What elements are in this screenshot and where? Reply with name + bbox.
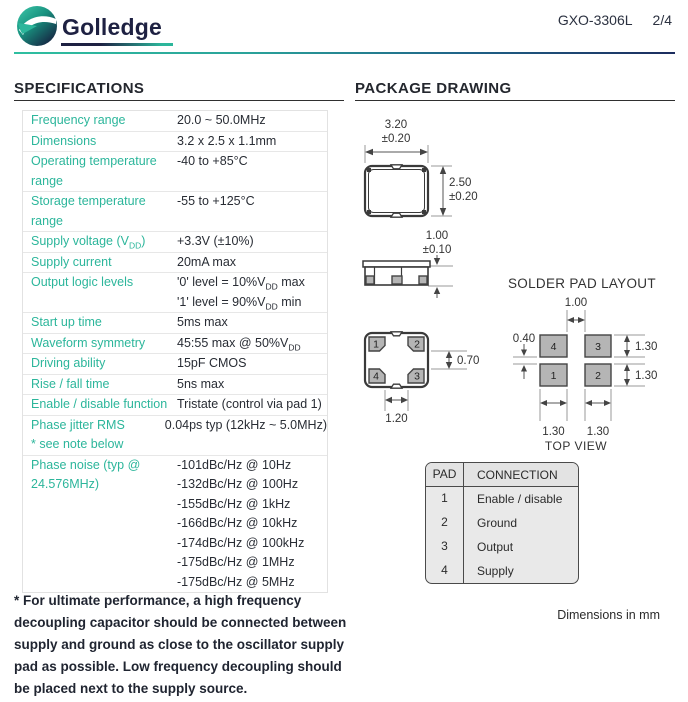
pad-cell: 2 [426, 511, 464, 535]
pad-number: 2 [414, 338, 420, 351]
spec-label: Output logic levels [31, 275, 134, 289]
thickness-tolerance: ±0.10 [422, 244, 452, 256]
pad-cell: 3 [426, 535, 464, 559]
package-views-drawing [355, 105, 505, 425]
spec-value: 5ms max [177, 315, 228, 329]
spec-value: -101dBc/Hz @ 10Hz -132dBc/Hz @ 100Hz -155dBc/Hz @ 1kHz -166dBc/Hz @ 10kHz -174dBc/Hz @ 100kHz -175dBc/Hz @ 1MHz -175dBc/Hz @ 5MHz [177, 457, 305, 589]
pad-number: 4 [373, 370, 379, 383]
solder-pad-layout-drawing [505, 293, 680, 451]
pad-gap-horizontal: 1.20 [385, 413, 408, 425]
pad-number: 1 [550, 370, 557, 382]
pad-table-header [426, 463, 578, 487]
pad-height-dimension: 1.30 [635, 370, 658, 382]
see-note-reference: * see note below [31, 437, 124, 451]
row-gap-dimension: 0.40 [512, 333, 536, 345]
spec-label: Start up time [31, 315, 102, 329]
spec-label: Rise / fall time [31, 376, 110, 391]
spec-value: 0.04ps typ (12kHz ~ 5.0MHz) [164, 417, 327, 432]
width-tolerance: ±0.20 [381, 133, 411, 145]
pad-cell: 1 [426, 487, 464, 511]
height-dimension: 2.50 [449, 177, 472, 189]
spec-label: Dimensions [31, 133, 97, 148]
table-row [426, 559, 578, 583]
spec-label: Supply current [31, 254, 112, 269]
pad-gap-vertical: 0.70 [457, 355, 480, 367]
spec-value: 20mA max [177, 254, 237, 269]
column-gap-dimension: 1.00 [564, 297, 588, 309]
pad-number: 3 [414, 370, 420, 383]
pad-width-dimension: 1.30 [586, 426, 610, 438]
dimensions-note: Dimensions in mm [557, 608, 660, 622]
package-drawing-rule [355, 100, 675, 101]
pad-cell: 4 [426, 559, 464, 583]
width-dimension: 3.20 [384, 119, 408, 131]
table-row [23, 132, 327, 153]
table-row [426, 535, 578, 559]
spec-label: Operating temperature range [31, 154, 157, 188]
header-rule [14, 52, 675, 54]
pad-number: 1 [373, 338, 379, 351]
pad-number: 3 [595, 341, 601, 353]
table-row [23, 416, 327, 456]
spec-label: Waveform symmetry [31, 335, 146, 350]
spec-value: 5ns max [177, 376, 225, 391]
golledge-logo [16, 4, 266, 50]
connection-cell: Output [477, 540, 514, 554]
table-row [23, 334, 327, 355]
table-row [23, 253, 327, 274]
footnote: * For ultimate performance, a high frequency decoupling capacitor should be connected between supply and ground as close to the oscillator supply pad as possible. Low frequency decoupling should be placed next to the supply source. [14, 593, 347, 696]
page-number: 2/4 [652, 12, 672, 28]
spec-value: 45:55 max @ $50\%V_{DD}$ [177, 335, 301, 352]
doc-reference [558, 12, 672, 28]
spec-label: Enable / disable function [31, 397, 168, 411]
brand-name: Golledge [62, 14, 163, 40]
pad-width-dimension: 1.30 [542, 426, 565, 438]
height-tolerance: ±0.20 [449, 191, 478, 203]
spec-label: Driving ability [31, 356, 106, 370]
spec-value: '0' level = $10\%V_{DD}$ max '1' level = $90\%V_{DD}$ min [177, 275, 305, 311]
table-row [23, 152, 327, 192]
connection-cell: Ground [477, 516, 518, 530]
spec-value: 20.0 ~ 50.0MHz [177, 113, 266, 127]
package-drawing-title: PACKAGE DRAWING [355, 80, 512, 97]
pad-height-dimension: 1.30 [635, 341, 658, 353]
table-row [23, 395, 327, 416]
spec-label: Storage temperature range [31, 194, 146, 228]
spec-value: +3.3V (±10%) [177, 234, 254, 248]
spec-label: Supply voltage $(V_{DD})$ [31, 234, 146, 251]
pad-number: 4 [550, 341, 557, 353]
table-row [23, 232, 327, 253]
top-view-caption: TOP VIEW [544, 439, 608, 451]
table-row [23, 111, 327, 132]
solder-pad-layout-title: SOLDER PAD LAYOUT [508, 276, 656, 291]
table-row [426, 487, 578, 511]
connection-column-header: CONNECTION [477, 467, 558, 482]
spec-value: -40 to +85°C [177, 154, 248, 168]
table-row [23, 354, 327, 375]
pad-number: 2 [595, 370, 601, 382]
brand-underline [61, 43, 173, 46]
table-row [23, 375, 327, 396]
connection-cell: Supply [477, 564, 514, 578]
spec-value: -55 to +125°C [177, 194, 255, 208]
spec-label: Phase jitter RMS * see note below [31, 416, 165, 455]
spec-label: Frequency range [31, 113, 126, 127]
table-row [23, 273, 327, 313]
spec-value: 15pF CMOS [177, 356, 247, 370]
specifications-title: SPECIFICATIONS [14, 80, 145, 97]
spec-label: Phase noise (typ @ 24.576MHz) [31, 457, 141, 491]
thickness-dimension: 1.00 [425, 230, 449, 242]
golledge-logo-icon [16, 5, 58, 47]
table-row [23, 192, 327, 232]
pad-column-header: PAD [426, 463, 464, 486]
specifications-table [22, 110, 328, 593]
doc-code: GXO-3306L [557, 12, 633, 28]
specifications-rule [14, 100, 344, 101]
table-row [23, 313, 327, 334]
spec-value: 3.2 x 2.5 x 1.1mm [177, 133, 277, 148]
pad-connection-table [425, 462, 579, 584]
connection-cell: Enable / disable [477, 492, 563, 506]
table-row [426, 511, 578, 535]
table-row [23, 456, 327, 593]
spec-value: Tristate (control via pad 1) [177, 397, 322, 411]
